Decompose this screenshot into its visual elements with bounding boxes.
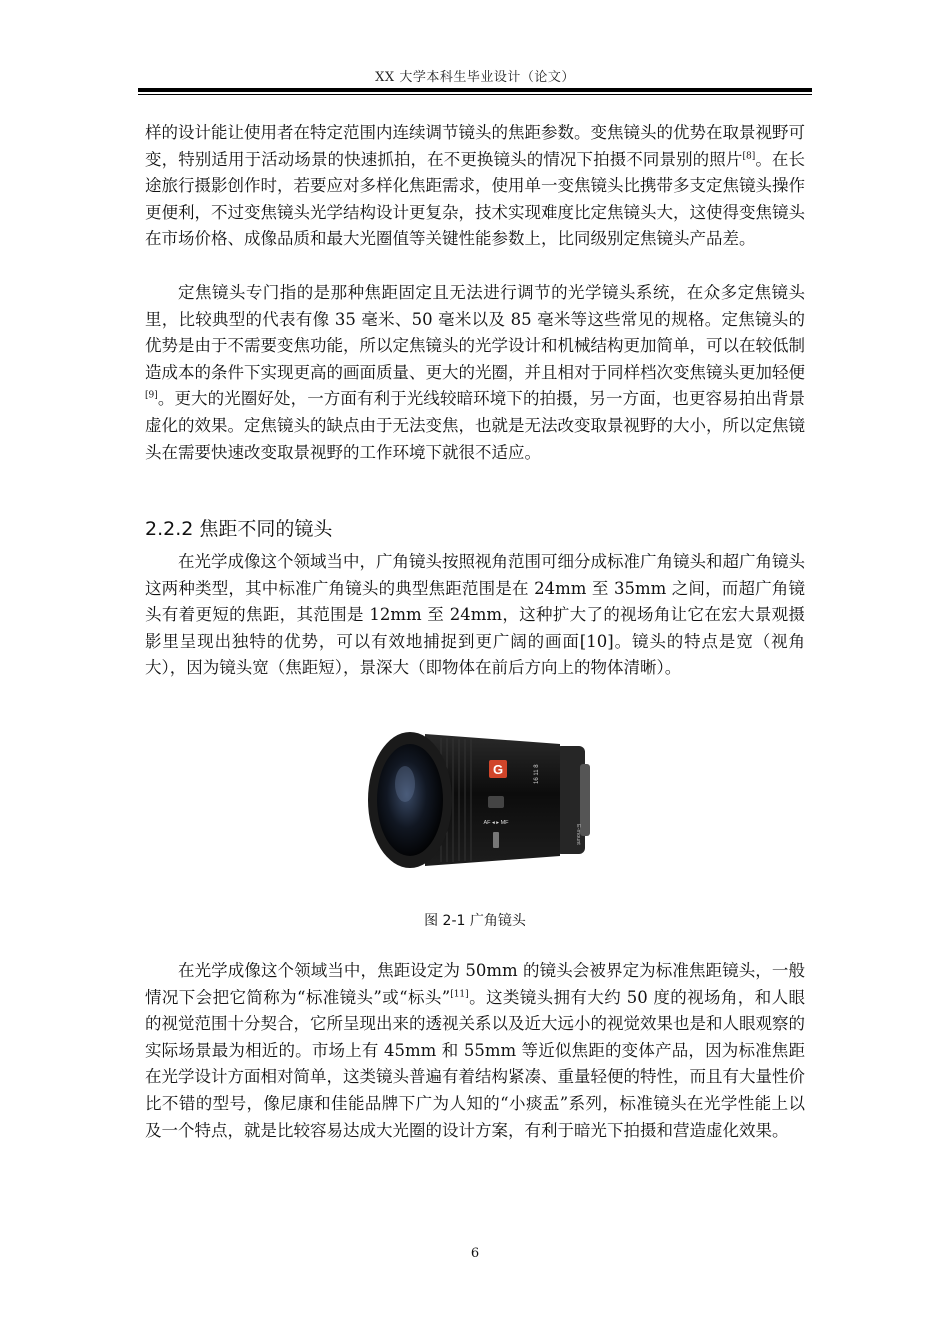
paragraph-1-text: 样的设计能让使用者在特定范围内连续调节镜头的焦距参数。变焦镜头的优势在取景视野可变，特别适用于活动场景的快速抓拍，在不更换镜头的情况下拍摄不同景别的照片 bbox=[145, 123, 805, 169]
paragraph-3 bbox=[145, 549, 805, 682]
paragraph-4 bbox=[145, 958, 805, 1144]
paragraph-2-text: 定焦镜头专门指的是那种焦距固定且无法进行调节的光学镜头系统，在众多定焦镜头里，比较典型的代表有像 35 毫米、50 毫米以及 85 毫米等这些常见的规格。定焦镜头的优势是由于不需要变焦功能，所以定焦镜头的光学设计和机械结构更加简单，可以在较低制造成本的条件下实现更高的画面质量、更大的光圈，并且相对于同样档次变焦镜头更加轻便 bbox=[145, 283, 805, 382]
paragraph-1 bbox=[145, 120, 805, 253]
header-rule-thick bbox=[138, 88, 812, 92]
header-title: XX 大学本科生毕业设计（论文） bbox=[375, 70, 575, 85]
page-number: 6 bbox=[470, 1246, 480, 1261]
paragraph-2 bbox=[145, 280, 805, 466]
citation-9: [9] bbox=[145, 390, 158, 401]
paragraph-4-text-cont: 。这类镜头拥有大约 50 度的视场角，和人眼的视觉范围十分契合，它所呈现出来的透视关系以及近大远小的视觉效果也是和人眼观察的实际场景最为相近的。市场上有 45mm 和 55mm 等近似焦距的变体产品，因为标准焦距在光学设计方面相对简单，这类镜头普遍有着结构紧凑、重量轻便的特性，而且有大量性价比不错的型号，像尼康和佳能品牌下广为人知的“小痰盂”系列，标准镜头在光学性能上以及一个特点，就是比较容易达成大光圈的设计方案，有利于暗光下拍摄和营造虚化效果。 bbox=[145, 987, 805, 1140]
distance-scale: 16 11 8 bbox=[534, 764, 540, 784]
focus-hold-button bbox=[493, 832, 499, 848]
front-glass bbox=[377, 744, 443, 856]
glass-reflection bbox=[395, 766, 415, 802]
wide-angle-lens-image bbox=[355, 714, 600, 884]
paragraph-1-text-cont: 。在长途旅行摄影创作时，若要应对多样化焦距需求，使用单一变焦镜头比携带多支定焦镜头操作更便利，不过变焦镜头光学结构设计更复杂，技术实现难度比定焦镜头大，这使得变焦镜头在市场价格、成像品质和最大光圈值等关键性能参数上，比同级别定焦镜头产品差。 bbox=[145, 149, 806, 249]
paragraph-3-text: 在光学成像这个领域当中，广角镜头按照视角范围可细分成标准广角镜头和超广角镜头这两种类型，其中标准广角镜头的典型焦距范围是在 24mm 至 35mm 之间，而超广角镜头有着更短的焦距，其范围是 12mm 至 24mm，这种扩大了的视场角让它在宏大景观摄影里呈现出独特的优势，可以有效地捕捉到更广阔的画面[10]。镜头的特点是宽（视角大），因为镜头宽（焦距短），景深大（即物体在前后方向上的物体清晰）。 bbox=[145, 552, 805, 678]
af-mf-switch bbox=[488, 796, 504, 808]
citation-11: [11] bbox=[450, 989, 469, 1000]
af-mf-label: AF ◂ ▸ MF bbox=[483, 820, 509, 826]
section-heading: 2.2.2 焦距不同的镜头 bbox=[145, 518, 333, 540]
mount-index-dot bbox=[590, 797, 596, 803]
figure-caption: 图 2-1 广角镜头 bbox=[424, 913, 526, 929]
paragraph-4-text: 在光学成像这个领域当中，焦距设定为 50mm 的镜头会被界定为标准焦距镜头，一般情况下会把它简称为“标准镜头”或“标头” bbox=[145, 961, 805, 1007]
g-badge-label: G bbox=[492, 762, 504, 777]
header-rule-thin bbox=[138, 94, 812, 95]
citation-8: [8] bbox=[742, 151, 756, 162]
mount-label: E-mount bbox=[575, 824, 581, 845]
paragraph-2-text-cont: 。更大的光圈好处，一方面有利于光线较暗环境下的拍摄，另一方面，也更容易拍出背景虚化的效果。定焦镜头的缺点由于无法变焦，也就是无法改变取景视野的大小，所以定焦镜头在需要快速改变取景视野的工作环境下就很不适应。 bbox=[145, 389, 805, 462]
